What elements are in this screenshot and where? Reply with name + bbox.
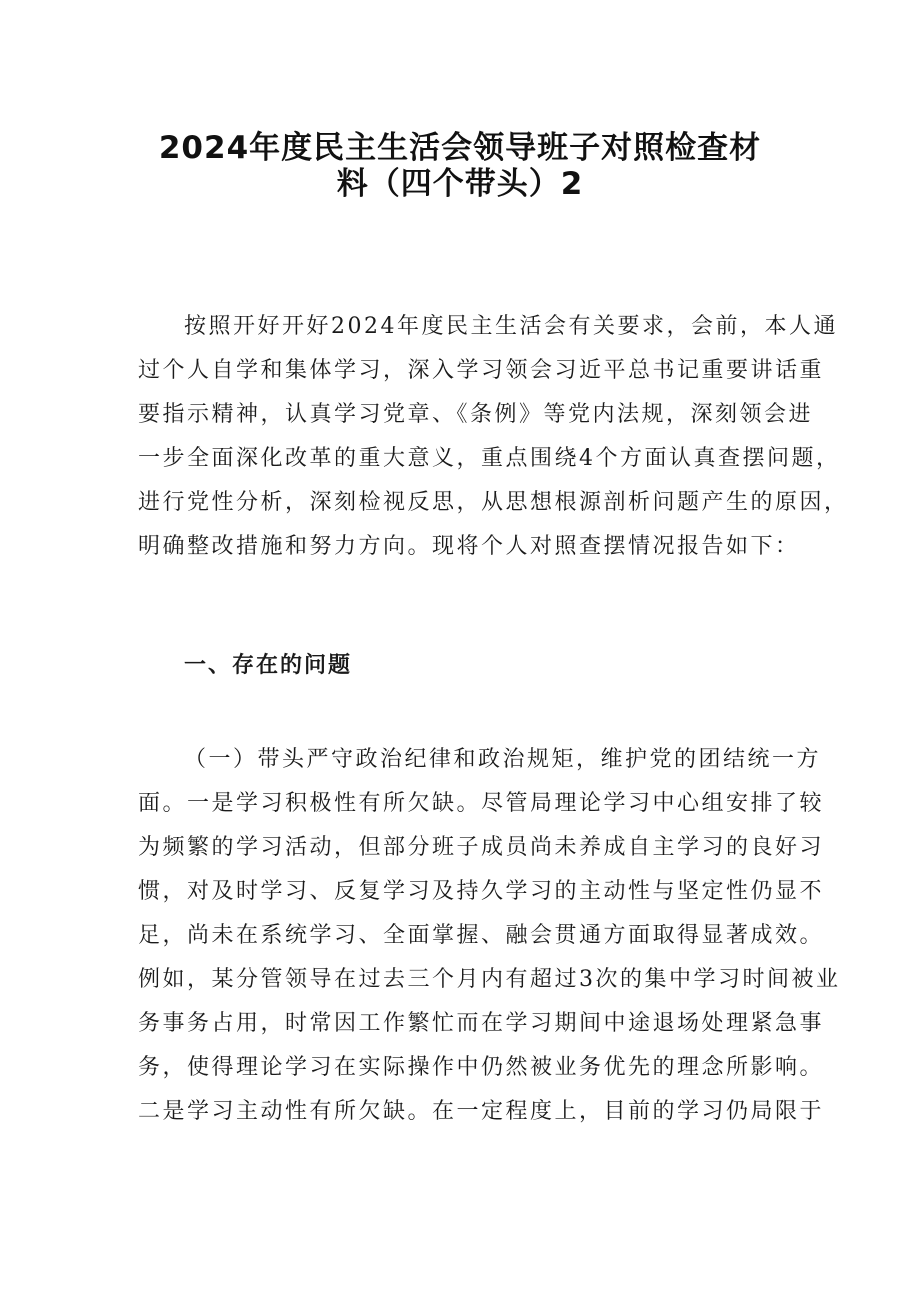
section1-line: 为频繁的学习活动，但部分班子成员尚未养成自主学习的良好习 [138,835,825,860]
document-title-line-2: 料（四个带头）2 [336,166,584,202]
intro-line: 按照开好开好2024年度民主生活会有关要求，会前，本人通 [184,314,838,339]
section-heading: 一、存在的问题 [184,652,353,678]
intro-line: 过个人自学和集体学习，深入学习领会习近平总书记重要讲话重 [138,358,825,383]
section1-line: 足，尚未在系统学习、全面掌握、融会贯通方面取得显著成效。 [138,923,825,948]
section1-line: 例如，某分管领导在过去三个月内有超过3次的集中学习时间被业 [138,967,841,992]
intro-line: 要指示精神，认真学习党章、《条例》等党内法规，深刻领会进 [138,402,814,427]
section1-line: 面。一是学习积极性有所欠缺。尽管局理论学习中心组安排了较 [138,791,825,816]
section1-line: 惯，对及时学习、反复学习及持久学习的主动性与坚定性仍显不 [138,879,825,904]
intro-line: 进行党性分析，深刻检视反思，从思想根源剖析问题产生的原因， [138,490,849,515]
document-title-line-1: 2024年度民主生活会领导班子对照检查材 [158,130,762,166]
section1-line: （一）带头严守政治纪律和政治规矩，维护党的团结统一方 [184,747,822,772]
section1-line: 二是学习主动性有所欠缺。在一定程度上，目前的学习仍局限于 [138,1099,825,1124]
intro-line: 明确整改措施和努力方向。现将个人对照查摆情况报告如下： [138,534,800,559]
intro-line: 一步全面深化改革的重大意义，重点围绕4个方面认真查摆问题， [138,446,841,471]
section1-line: 务，使得理论学习在实际操作中仍然被业务优先的理念所影响。 [138,1055,825,1080]
section1-line: 务事务占用，时常因工作繁忙而在学习期间中途退场处理紧急事 [138,1011,825,1036]
